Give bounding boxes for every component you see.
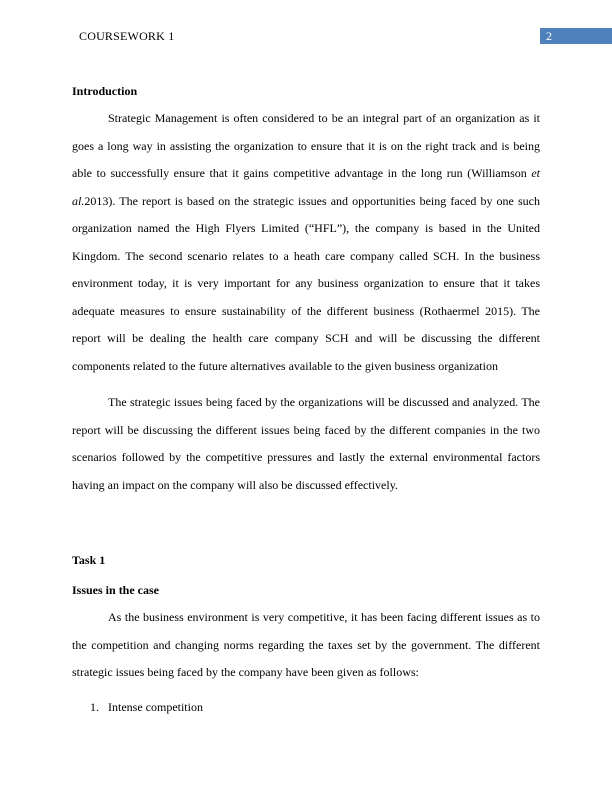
issues-subheading: Issues in the case (72, 583, 160, 597)
list-item (90, 700, 203, 715)
intro-p1-part-b: 2013). The report is based on the strategic issues and opportunities being faced by one such organization named the High Flyers Limited (“HFL”), the company is based in the United Kingdom. The second scenario relates to a heath care company called SCH. In the business environment today, it is very important for any business organization to ensure that it takes adequate measures to ensure sustainability of the different business (Rothaermel 2015). The report will be dealing the health care company SCH and will be discussing the different components related to the future alternatives available to the given business organization (72, 193, 540, 373)
intro-p1-part-a: Strategic Management is often considered to be an integral part of an organization as it goes a long way in assisting the organization to ensure that it is on the right track and is being able to successfully ensure that it gains competitive advantage in the long run (Williamson (72, 111, 540, 180)
introduction-heading: Introduction (72, 84, 138, 98)
intro-p1-et-al: et al. (72, 166, 540, 208)
list-item-text: Intense competition (108, 700, 203, 714)
list-item-number: 1. (90, 700, 99, 714)
intro-paragraph-2: The strategic issues being faced by the organizations will be discussed and analyzed. The report will be discussing the different issues being faced by the different companies in the two scenarios followed by the competitive pressures and lastly the external environmental factors having an impact on the company will also be discussed effectively. (72, 395, 540, 492)
running-head: COURSEWORK 1 (79, 29, 175, 43)
task1-paragraph-1: As the business environment is very competitive, it has been facing different issues as to the competition and changing norms regarding the taxes set by the government. The different strategic issues being faced by the company have been given as follows: (72, 610, 540, 679)
page-number-badge: 2 (540, 28, 612, 44)
intro-paragraph-1 (72, 105, 540, 380)
task1-heading: Task 1 (72, 553, 106, 567)
